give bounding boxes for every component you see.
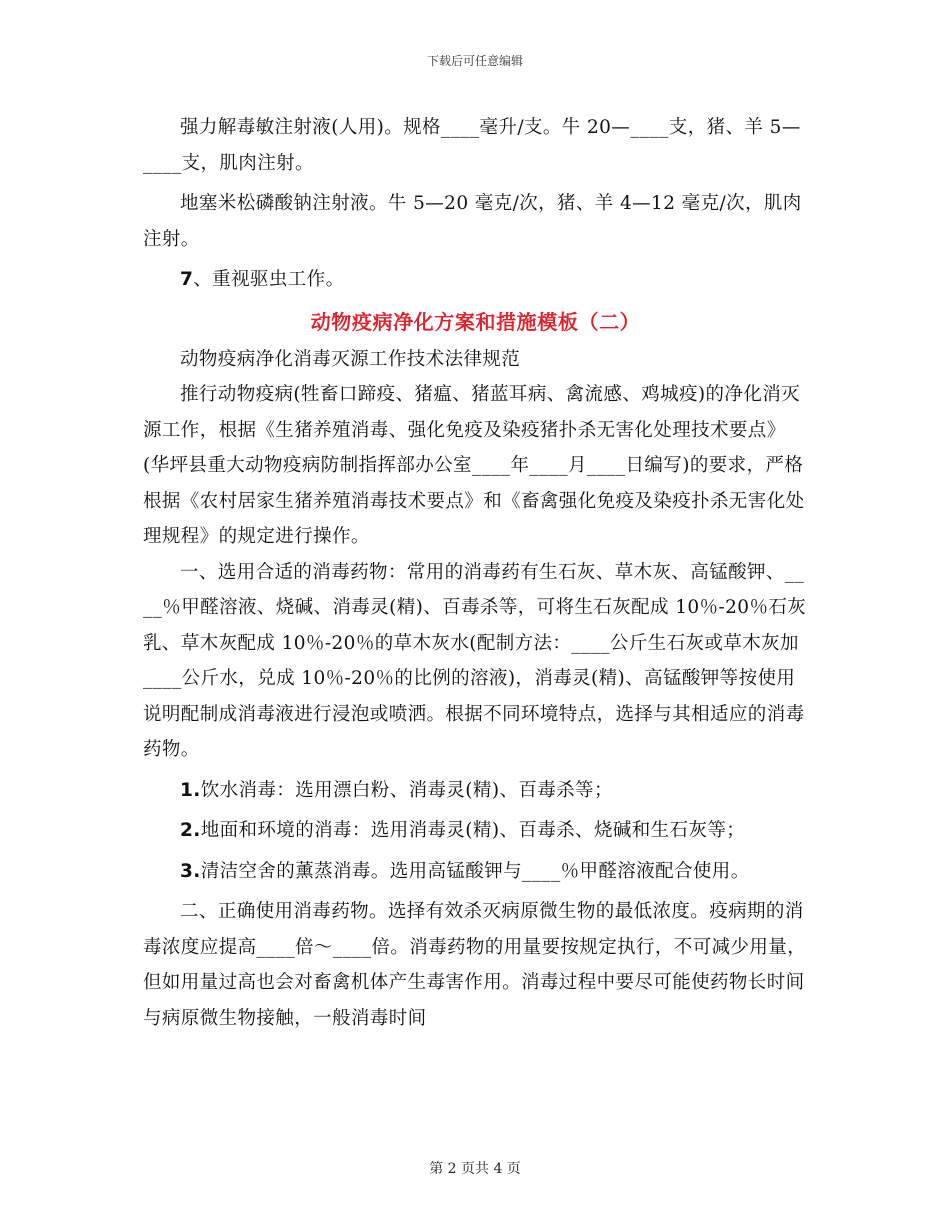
document-body <box>143 110 808 1036</box>
paragraph-intro: 推行动物疫病(牲畜口蹄疫、猪瘟、猪蓝耳病、禽流感、鸡城疫)的净化消灭源工作，根据《生猪养殖消毒、强化免疫及染疫猪扑杀无害化处理技术要点》(华坪县重大动物疫病防制指挥部办公室____年____月____日编写)的要求，严格根据《农村居家生猪养殖消毒技术要点》和《畜禽强化免疫及染疫扑杀无害化处理规程》的规定进行操作。 <box>143 384 805 547</box>
list-item-1 <box>143 773 808 809</box>
section-subtitle: 动物疫病净化消毒灭源工作技术法律规范 <box>180 348 521 370</box>
list-number: 7 <box>180 269 194 290</box>
paragraph-deworming <box>143 262 808 298</box>
list-item-3 <box>143 854 808 890</box>
list-number: 1. <box>180 779 201 801</box>
paragraph-point-2: 二、正确使用消毒药物。选择有效杀灭病原微生物的最低浓度。疫病期的消毒浓度应提高____倍～____倍。消毒药物的用量要按规定执行，不可减少用量，但如用量过高也会对畜禽机体产生毒害作用。消毒过程中要尽可能使药物长时间与病原微生物接触，一般消毒时间 <box>143 901 807 1029</box>
page-header: 下载后可任意编辑 <box>426 54 523 68</box>
page-footer: 第 2 页共 4 页 <box>429 1161 521 1177</box>
paragraph-dexamethasone: 地塞米松磷酸钠注射液。牛 5—20 毫克/次，猪、羊 4—12 毫克/次，肌肉注射。 <box>143 193 802 250</box>
paragraph-point-1: 一、选用合适的消毒药物：常用的消毒药有生石灰、草木灰、高锰酸钾、____％甲醛溶液、烧碱、消毒灵(精)、百毒杀等，可将生石灰配成 10％-20％石灰乳、草木灰配成 10％-20％的草木灰水(配制方法：____公斤生石灰或草木灰加____公斤水，兑成 10％-20％的比例的溶液)，消毒灵(精)、高锰酸钾等按使用说明配制成消毒液进行浸泡或喷洒。根据不同环境特点，选择与其相适应的消毒药物。 <box>143 561 807 760</box>
list-text: 地面和环境的消毒：选用消毒灵(精)、百毒杀、烧碱和生石灰等； <box>200 820 746 841</box>
paragraph-antidote-injection: 强力解毒敏注射液(人用)。规格____毫升/支。牛 20—____支，猪、羊 5—____支，肌肉注射。 <box>143 117 801 174</box>
list-number: 2. <box>180 820 201 841</box>
list-text: 清洁空舍的薰蒸消毒。选用高锰酸钾与____％甲醛溶液配合使用。 <box>200 860 750 882</box>
section-title: 动物疫病净化方案和措施模板（二） <box>310 309 641 334</box>
list-text: 、重视驱虫工作。 <box>193 269 345 290</box>
list-item-2 <box>143 813 808 849</box>
list-text: 饮水消毒：选用漂白粉、消毒灵(精)、百毒杀等； <box>200 779 613 801</box>
list-number: 3. <box>180 860 201 882</box>
